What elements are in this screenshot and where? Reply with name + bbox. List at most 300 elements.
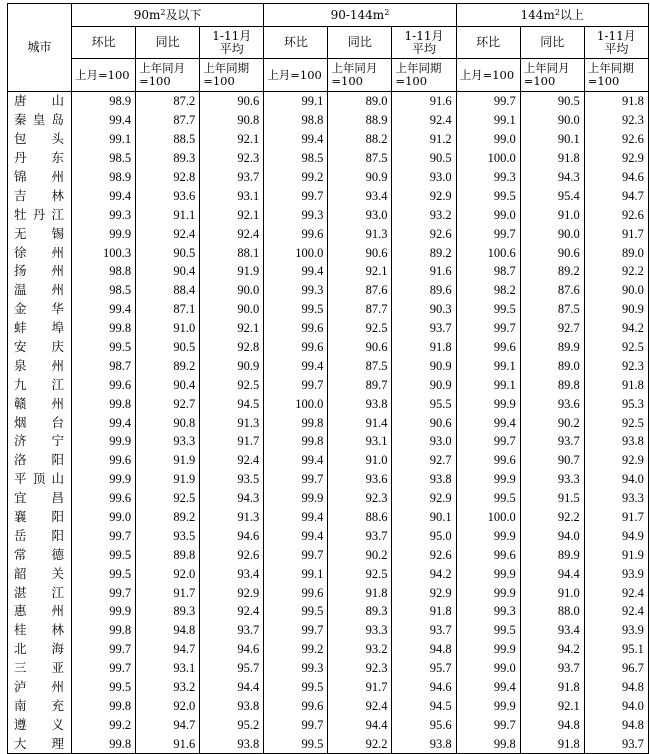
city-cell [8,319,72,338]
value-cell: 94.8 [520,715,584,734]
city-name: 惠 州 [14,603,64,619]
metric-header: 环比 [72,27,136,59]
table-row [8,659,649,678]
value-cell: 87.5 [328,356,392,375]
value-cell: 99.3 [264,205,328,224]
value-cell: 99.7 [264,715,328,734]
base-header: 上年同月=100 [328,59,392,92]
value-cell: 90.9 [392,375,456,394]
value-cell: 99.7 [72,659,136,678]
city-cell [8,678,72,697]
value-cell: 99.6 [72,451,136,470]
value-cell: 99.3 [264,659,328,678]
table-row [8,224,649,243]
value-cell: 90.8 [136,413,200,432]
value-cell: 91.8 [328,583,392,602]
value-cell: 90.9 [584,300,648,319]
value-cell: 93.3 [136,432,200,451]
value-cell: 93.1 [200,186,264,205]
value-cell: 91.8 [584,375,648,394]
table-row [8,602,649,621]
value-cell: 99.9 [72,224,136,243]
value-cell: 98.5 [72,149,136,168]
city-name: 金 华 [14,301,64,317]
city-name: 烟 台 [14,414,64,430]
value-cell: 94.4 [200,678,264,697]
value-cell: 91.8 [584,92,648,111]
value-cell: 90.9 [200,356,264,375]
value-cell: 98.7 [456,262,520,281]
city-cell [8,111,72,130]
value-cell: 99.9 [456,583,520,602]
value-cell: 89.8 [136,545,200,564]
value-cell: 99.6 [456,545,520,564]
table-row [8,243,649,262]
table-row [8,678,649,697]
value-cell: 89.3 [136,602,200,621]
city-cell [8,564,72,583]
city-cell [8,734,72,753]
value-cell: 94.8 [584,715,648,734]
value-cell: 99.5 [72,678,136,697]
value-cell: 90.6 [328,338,392,357]
value-cell: 94.2 [584,319,648,338]
table-row [8,583,649,602]
value-cell: 90.4 [136,375,200,394]
value-cell: 99.4 [264,262,328,281]
metric-header: 1-11月平均 [584,27,648,59]
value-cell: 99.6 [264,224,328,243]
value-cell: 90.0 [584,281,648,300]
value-cell: 93.2 [392,205,456,224]
city-cell [8,149,72,168]
city-name: 宜 昌 [14,490,64,506]
city-name: 锦 州 [14,169,64,184]
value-cell: 93.2 [136,678,200,697]
value-cell: 93.8 [392,470,456,489]
value-cell: 90.6 [520,243,584,262]
value-cell: 92.7 [136,394,200,413]
value-cell: 95.4 [520,186,584,205]
city-name: 秦 皇 岛 [14,112,64,128]
value-cell: 100.0 [264,243,328,262]
value-cell: 92.1 [200,205,264,224]
value-cell: 92.0 [136,564,200,583]
metric-header: 同比 [328,27,392,59]
table-row [8,300,649,319]
value-cell: 92.7 [520,319,584,338]
city-cell [8,621,72,640]
city-cell [8,168,72,187]
value-cell: 99.3 [264,281,328,300]
table-row [8,508,649,527]
value-cell: 91.9 [136,470,200,489]
city-cell [8,508,72,527]
city-name: 桂 林 [14,622,64,638]
table-row [8,130,649,149]
city-name: 南 充 [14,697,64,713]
value-cell: 98.2 [456,281,520,300]
value-cell: 99.8 [264,413,328,432]
value-cell: 93.8 [584,432,648,451]
value-cell: 99.7 [264,545,328,564]
value-cell: 90.0 [200,281,264,300]
value-cell: 99.0 [456,659,520,678]
value-cell: 93.7 [200,621,264,640]
price-index-sheet [7,3,648,754]
city-cell [8,243,72,262]
value-cell: 99.7 [264,186,328,205]
table-row [8,338,649,357]
city-name: 蚌 埠 [14,320,64,336]
table-row [8,734,649,753]
base-header: 上年同期=100 [584,59,648,92]
value-cell: 93.7 [392,319,456,338]
value-cell: 89.0 [520,356,584,375]
value-cell: 94.4 [328,715,392,734]
value-cell: 99.5 [456,621,520,640]
value-cell: 92.5 [328,564,392,583]
value-cell: 99.4 [264,356,328,375]
value-cell: 93.6 [520,394,584,413]
value-cell: 92.4 [392,111,456,130]
value-cell: 99.9 [72,470,136,489]
value-cell: 99.0 [456,205,520,224]
value-cell: 93.4 [200,564,264,583]
city-name: 韶 关 [14,565,64,581]
value-cell: 92.8 [136,168,200,187]
city-cell [8,526,72,545]
city-name: 吉 林 [14,187,64,203]
value-cell: 99.5 [456,186,520,205]
table-row [8,186,649,205]
value-cell: 99.6 [264,697,328,716]
table-row [8,168,649,187]
value-cell: 93.0 [392,168,456,187]
value-cell: 98.7 [72,356,136,375]
value-cell: 90.3 [392,300,456,319]
value-cell: 99.1 [72,130,136,149]
value-cell: 93.7 [520,659,584,678]
base-header: 上年同期=100 [200,59,264,92]
value-cell: 99.6 [456,451,520,470]
city-name: 北 海 [14,641,64,657]
value-cell: 93.9 [584,564,648,583]
city-cell [8,470,72,489]
value-cell: 99.7 [264,621,328,640]
value-cell: 99.5 [264,678,328,697]
superscript: 2 [554,7,560,17]
value-cell: 99.1 [264,92,328,111]
value-cell: 94.3 [200,489,264,508]
value-cell: 94.2 [392,564,456,583]
value-cell: 91.3 [200,413,264,432]
table-row [8,356,649,375]
base-header: 上月=100 [72,59,136,92]
value-cell: 91.7 [136,583,200,602]
city-name: 湛 江 [14,584,64,600]
value-cell: 91.8 [520,678,584,697]
value-cell: 94.6 [392,678,456,697]
value-cell: 95.5 [392,394,456,413]
value-cell: 92.6 [584,130,648,149]
value-cell: 91.0 [328,451,392,470]
value-cell: 99.7 [72,526,136,545]
value-cell: 90.5 [520,92,584,111]
value-cell: 93.3 [328,621,392,640]
value-cell: 91.7 [584,224,648,243]
value-cell: 99.9 [456,640,520,659]
value-cell: 93.3 [584,489,648,508]
value-cell: 95.6 [392,715,456,734]
value-cell: 99.6 [264,583,328,602]
city-name: 襄 阳 [14,509,64,525]
value-cell: 95.0 [392,526,456,545]
value-cell: 99.7 [456,715,520,734]
group-label: 90-144m [330,7,385,22]
value-cell: 94.7 [136,715,200,734]
value-cell: 93.7 [200,168,264,187]
value-cell: 89.2 [136,356,200,375]
value-cell: 98.8 [264,111,328,130]
table-row [8,92,649,111]
city-cell [8,281,72,300]
value-cell: 94.5 [200,394,264,413]
city-cell [8,432,72,451]
value-cell: 95.3 [584,394,648,413]
value-cell: 89.0 [584,243,648,262]
value-cell: 93.8 [328,394,392,413]
value-cell: 94.6 [200,640,264,659]
value-cell: 90.1 [520,130,584,149]
value-cell: 99.4 [264,130,328,149]
value-cell: 92.9 [584,451,648,470]
value-cell: 99.1 [456,375,520,394]
value-cell: 92.5 [328,319,392,338]
city-cell [8,583,72,602]
value-cell: 93.7 [392,621,456,640]
city-name: 唐 山 [14,93,64,109]
value-cell: 90.9 [328,168,392,187]
price-index-table [7,3,649,754]
group-label: 144m [520,7,555,22]
table-header [8,4,649,92]
value-cell: 90.0 [200,300,264,319]
value-cell: 99.4 [72,413,136,432]
city-cell [8,92,72,111]
value-cell: 90.5 [136,338,200,357]
table-row [8,111,649,130]
value-cell: 91.8 [520,149,584,168]
value-cell: 89.2 [520,262,584,281]
value-cell: 99.4 [456,413,520,432]
city-name: 无 锡 [14,225,64,241]
value-cell: 92.9 [584,149,648,168]
value-cell: 92.3 [328,659,392,678]
metric-header: 同比 [520,27,584,59]
value-cell: 92.3 [584,111,648,130]
value-cell: 90.2 [328,545,392,564]
value-cell: 92.6 [392,224,456,243]
value-cell: 99.4 [72,186,136,205]
value-cell: 99.5 [72,338,136,357]
base-header: 上月=100 [456,59,520,92]
value-cell: 92.1 [328,262,392,281]
value-cell: 91.0 [520,583,584,602]
value-cell: 92.6 [200,545,264,564]
city-column-header: 城市 [8,4,72,92]
value-cell: 100.6 [456,243,520,262]
value-cell: 92.9 [392,186,456,205]
value-cell: 99.0 [456,130,520,149]
value-cell: 90.0 [520,111,584,130]
value-cell: 92.5 [200,375,264,394]
city-name: 安 庆 [14,339,64,355]
value-cell: 89.0 [328,92,392,111]
city-name: 岳 阳 [14,527,64,543]
value-cell: 99.7 [72,640,136,659]
value-cell: 89.6 [392,281,456,300]
value-cell: 90.6 [328,243,392,262]
city-name: 温 州 [14,282,64,298]
value-cell: 99.6 [264,338,328,357]
value-cell: 92.4 [328,697,392,716]
value-cell: 98.8 [72,262,136,281]
value-cell: 92.7 [392,451,456,470]
value-cell: 93.5 [136,526,200,545]
value-cell: 93.2 [328,640,392,659]
value-cell: 87.1 [136,300,200,319]
value-cell: 99.6 [72,489,136,508]
value-cell: 87.5 [328,149,392,168]
city-name: 洛 阳 [14,452,64,468]
table-row [8,470,649,489]
value-cell: 88.0 [520,602,584,621]
value-cell: 88.5 [136,130,200,149]
value-cell: 89.9 [520,338,584,357]
value-cell: 89.8 [520,375,584,394]
city-cell [8,697,72,716]
value-cell: 99.9 [264,489,328,508]
value-cell: 94.3 [520,168,584,187]
value-cell: 99.7 [264,470,328,489]
city-cell [8,451,72,470]
value-cell: 99.4 [264,451,328,470]
value-cell: 92.4 [136,224,200,243]
value-cell: 92.2 [584,262,648,281]
value-cell: 99.3 [456,602,520,621]
value-cell: 93.0 [392,432,456,451]
value-cell: 99.0 [72,508,136,527]
value-cell: 93.1 [136,659,200,678]
value-cell: 89.7 [328,375,392,394]
city-cell [8,130,72,149]
base-header: 上年同月=100 [136,59,200,92]
value-cell: 98.9 [72,168,136,187]
value-cell: 99.8 [72,734,136,753]
value-cell: 93.4 [520,621,584,640]
table-row [8,526,649,545]
value-cell: 90.8 [200,111,264,130]
value-cell: 99.7 [456,432,520,451]
value-cell: 99.7 [456,319,520,338]
table-row [8,621,649,640]
city-cell [8,545,72,564]
value-cell: 92.1 [200,130,264,149]
value-cell: 99.5 [72,564,136,583]
value-cell: 92.2 [520,508,584,527]
group-header-medium [264,4,456,27]
value-cell: 99.8 [264,432,328,451]
value-cell: 95.2 [200,715,264,734]
value-cell: 91.5 [520,489,584,508]
city-cell [8,640,72,659]
city-name: 赣 州 [14,395,64,411]
table-row [8,149,649,168]
value-cell: 100.0 [456,508,520,527]
city-cell [8,300,72,319]
table-row [8,432,649,451]
value-cell: 93.7 [328,526,392,545]
value-cell: 91.6 [392,92,456,111]
base-header: 上月=100 [264,59,328,92]
value-cell: 92.3 [328,489,392,508]
value-cell: 89.9 [520,545,584,564]
value-cell: 99.4 [264,526,328,545]
value-cell: 91.9 [584,545,648,564]
value-cell: 90.5 [392,149,456,168]
value-cell: 99.9 [456,697,520,716]
value-cell: 99.9 [456,526,520,545]
value-cell: 92.0 [136,697,200,716]
value-cell: 92.9 [200,583,264,602]
value-cell: 93.7 [584,734,648,753]
city-cell [8,602,72,621]
metric-header: 1-11月平均 [200,27,264,59]
value-cell: 94.0 [520,526,584,545]
value-cell: 88.9 [328,111,392,130]
value-cell: 91.8 [392,338,456,357]
value-cell: 88.1 [200,243,264,262]
value-cell: 99.7 [264,375,328,394]
value-cell: 99.8 [456,734,520,753]
value-cell: 90.0 [520,224,584,243]
value-cell: 99.1 [264,564,328,583]
value-cell: 91.7 [328,678,392,697]
city-cell [8,356,72,375]
value-cell: 91.4 [328,413,392,432]
value-cell: 92.9 [392,489,456,508]
value-cell: 99.4 [456,678,520,697]
value-cell: 92.4 [200,602,264,621]
value-cell: 92.4 [200,224,264,243]
value-cell: 100.3 [72,243,136,262]
city-cell [8,186,72,205]
value-cell: 92.3 [584,356,648,375]
value-cell: 99.2 [264,640,328,659]
value-cell: 92.8 [200,338,264,357]
value-cell: 94.0 [584,470,648,489]
value-cell: 91.3 [200,508,264,527]
city-cell [8,413,72,432]
value-cell: 94.7 [584,186,648,205]
value-cell: 87.5 [520,300,584,319]
value-cell: 87.6 [328,281,392,300]
value-cell: 99.5 [264,734,328,753]
value-cell: 90.1 [392,508,456,527]
value-cell: 92.1 [200,319,264,338]
value-cell: 99.7 [72,583,136,602]
